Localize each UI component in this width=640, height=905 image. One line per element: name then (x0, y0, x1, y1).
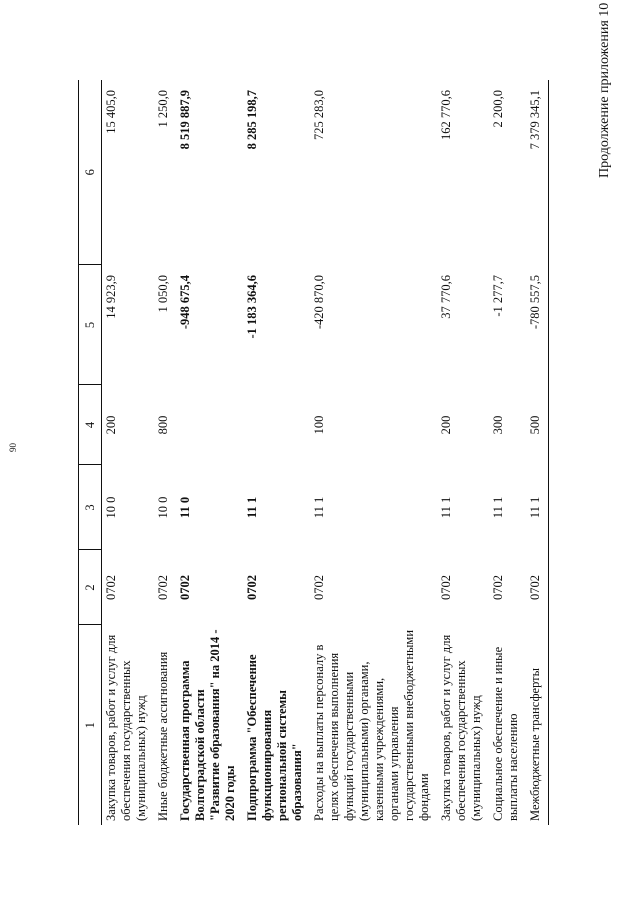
expense-type-cell (176, 385, 243, 465)
expense-type-cell (243, 385, 310, 465)
program-code-cell: 10 0 (104, 496, 118, 519)
change-amount-cell: 14 923,9 (104, 275, 118, 319)
program-code-cell: 11 1 (245, 496, 259, 519)
section-code-cell: 0702 (526, 550, 549, 625)
section-code-cell: 0702 (245, 575, 259, 600)
column-header: 1 (79, 625, 102, 825)
program-code-cell: 10 0 (156, 496, 170, 519)
row-name-cell: Межбюджетные трансферты (526, 625, 549, 825)
table-row (489, 80, 526, 825)
table-row (243, 80, 310, 825)
program-code-cell: 11 1 (439, 496, 453, 519)
program-code-cell: 11 1 (312, 496, 326, 519)
table-row (437, 80, 489, 825)
expense-type-cell: 500 (526, 385, 549, 465)
section-code-cell: 0702 (312, 575, 326, 600)
expense-type-cell: 200 (439, 415, 453, 435)
program-code-cell: 11 1 (526, 465, 549, 550)
section-code-cell: 0702 (156, 575, 170, 600)
row-name-cell: Государственная программа Волгоградской области "Развитие образования" на 2014 - 2020 годы (178, 629, 237, 821)
change-amount-cell: -1 277,7 (491, 275, 505, 317)
expense-type-cell: 800 (156, 415, 170, 435)
section-code-cell: 0702 (178, 575, 192, 600)
page-number: 90 (8, 443, 18, 452)
program-code-cell: 11 1 (491, 496, 505, 519)
budget-table-container (78, 80, 553, 825)
change-amount-cell: -948 675,4 (178, 275, 192, 330)
change-amount-cell: -780 557,5 (526, 265, 549, 385)
column-header: 4 (79, 385, 102, 465)
row-name-cell: Закупка товаров, работ и услуг для обеспечения государственных (муниципальных) нужд (439, 634, 483, 821)
total-amount-cell: 8 519 887,9 (178, 90, 192, 150)
change-amount-cell: 37 770,6 (439, 275, 453, 319)
column-header: 3 (79, 465, 102, 550)
row-name-cell: Расходы на выплаты персоналу в целях обеспечения выполнения функций государственными (муниципальными) органами, казенными учреждениями, органами управления государственными внебюджетными фондами (312, 629, 431, 821)
column-header: 5 (79, 265, 102, 385)
column-header: 6 (79, 80, 102, 265)
table-row (310, 80, 437, 825)
total-amount-cell: 2 200,0 (491, 90, 505, 128)
expense-type-cell: 300 (491, 415, 505, 435)
table-row (102, 80, 155, 825)
total-amount-cell: 1 250,0 (156, 90, 170, 128)
expense-type-cell: 100 (312, 415, 326, 435)
section-code-cell: 0702 (439, 575, 453, 600)
appendix-continuation-note: Продолжение приложения 10 (597, 2, 612, 178)
total-amount-cell: 8 285 198,7 (245, 90, 259, 150)
table-body (102, 80, 549, 825)
row-name-cell: Социальное обеспечение и иные выплаты населению (491, 646, 520, 821)
total-amount-cell: 725 283,0 (312, 90, 326, 140)
row-name-cell: Иные бюджетные ассигнования (156, 651, 170, 821)
total-amount-cell: 15 405,0 (104, 90, 118, 134)
table-row (154, 80, 176, 825)
change-amount-cell: -420 870,0 (312, 275, 326, 330)
row-name-cell: Закупка товаров, работ и услуг для обеспечения государственных (муниципальных) нужд (104, 634, 148, 821)
total-amount-cell: 7 379 345,1 (526, 80, 549, 265)
table-header-row (79, 80, 102, 825)
section-code-cell: 0702 (104, 575, 118, 600)
row-name-cell: Подпрограмма "Обеспечение функционирования региональной системы образования" (245, 654, 304, 821)
table-row (526, 80, 549, 825)
expense-type-cell: 200 (104, 415, 118, 435)
change-amount-cell: 1 050,0 (156, 275, 170, 313)
change-amount-cell: -1 183 364,6 (245, 275, 259, 339)
budget-table (78, 80, 549, 825)
total-amount-cell: 162 770,6 (439, 90, 453, 140)
column-header: 2 (79, 550, 102, 625)
table-row (176, 80, 243, 825)
program-code-cell: 11 0 (178, 496, 192, 519)
section-code-cell: 0702 (491, 575, 505, 600)
